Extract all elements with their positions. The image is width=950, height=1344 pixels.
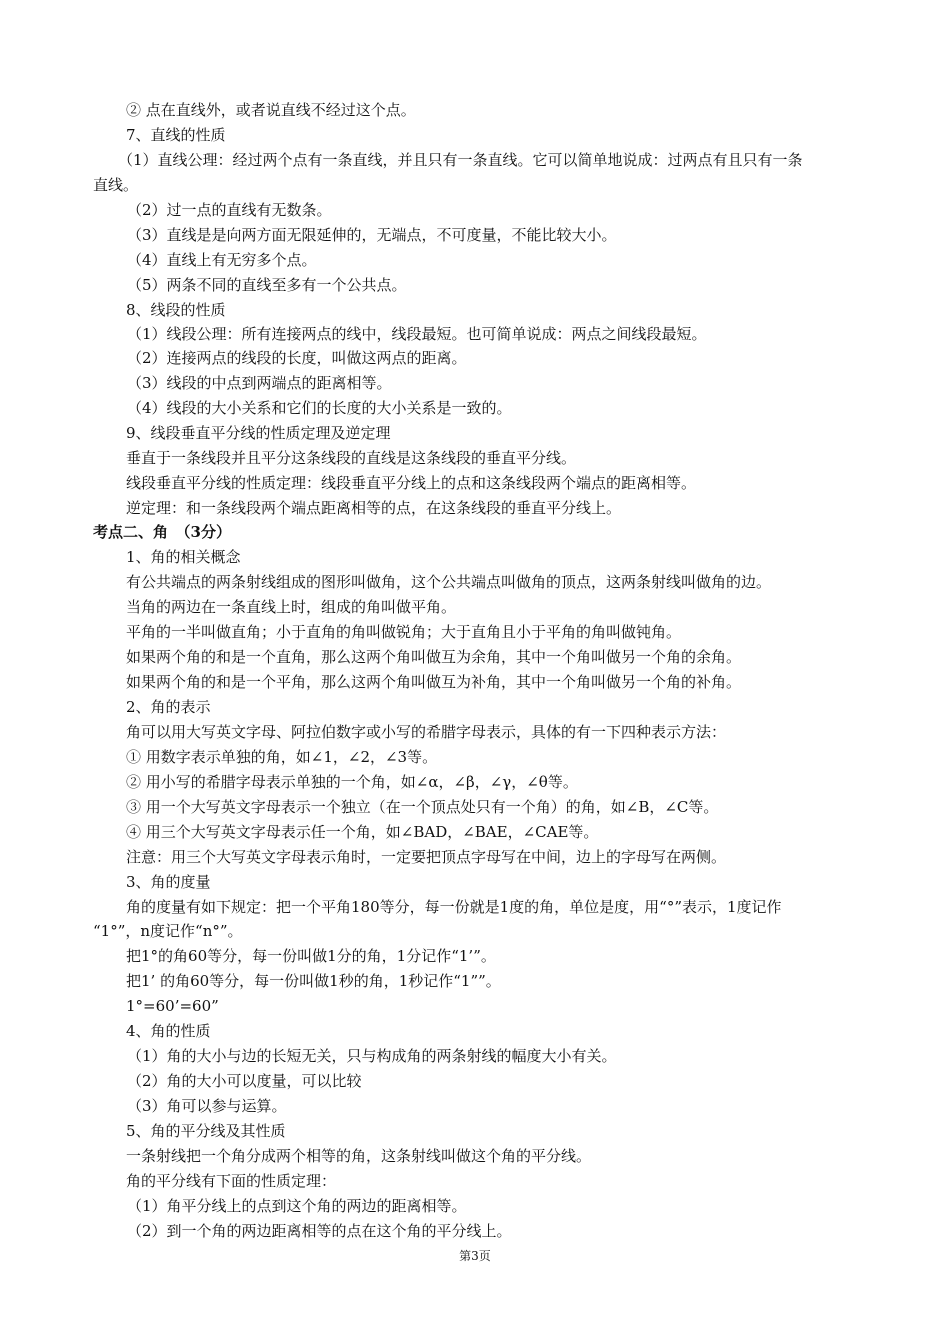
text-line: ② 用小写的希腊字母表示单独的一个角，如∠α，∠β，∠γ，∠θ等。 — [126, 773, 578, 791]
text-line: 如果两个角的和是一个直角，那么这两个角叫做互为余角，其中一个角叫做另一个角的余角。 — [126, 648, 742, 666]
text-line: （4）线段的大小关系和它们的长度的大小关系是一致的。 — [127, 399, 512, 417]
text-line: 角的度量有如下规定：把一个平角180等分，每一份就是1度的角，单位是度，用“°”表示，1度记作 — [126, 898, 782, 916]
text-line: （1）线段公理：所有连接两点的线中，线段最短。也可简单说成：两点之间线段最短。 — [127, 325, 707, 343]
text-line: 一条射线把一个角分成两个相等的角，这条射线叫做这个角的平分线。 — [126, 1147, 592, 1165]
text-line: 把1’ 的角60等分，每一份叫做1秒的角，1秒记作“1””。 — [126, 972, 501, 990]
text-line: （5）两条不同的直线至多有一个公共点。 — [127, 276, 407, 294]
text-line: 线段垂直平分线的性质定理：线段垂直平分线上的点和这条线段两个端点的距离相等。 — [126, 474, 697, 492]
text-line: ① 用数字表示单独的角，如∠1，∠2，∠3等。 — [126, 748, 438, 766]
chapter-heading: 考点二、角 （3分） — [93, 523, 231, 541]
text-line: （4）直线上有无穷多个点。 — [127, 251, 317, 269]
text-line: ② 点在直线外，或者说直线不经过这个点。 — [126, 101, 416, 119]
text-line: （1）角平分线上的点到这个角的两边的距离相等。 — [127, 1197, 467, 1215]
section-heading: 2、角的表示 — [126, 698, 211, 716]
text-line: （3）直线是是向两方面无限延伸的，无端点，不可度量，不能比较大小。 — [127, 226, 617, 244]
text-line: （1）角的大小与边的长短无关，只与构成角的两条射线的幅度大小有关。 — [127, 1047, 617, 1065]
text-line: 1°=60’=60” — [126, 997, 219, 1015]
text-line: （1）直线公理：经过两个点有一条直线，并且只有一条直线。它可以简单地说成：过两点有且只有一条 — [118, 151, 803, 169]
text-line: （2）过一点的直线有无数条。 — [127, 201, 332, 219]
section-heading: 7、直线的性质 — [126, 126, 226, 144]
section-heading: 8、线段的性质 — [126, 301, 226, 319]
text-line: （3）线段的中点到两端点的距离相等。 — [127, 374, 392, 392]
text-line: 有公共端点的两条射线组成的图形叫做角，这个公共端点叫做角的顶点，这两条射线叫做角的边。 — [126, 573, 772, 591]
section-heading: 4、角的性质 — [126, 1022, 211, 1040]
text-line: “1°”，n度记作“n°”。 — [93, 922, 243, 940]
section-heading: 9、线段垂直平分线的性质定理及逆定理 — [126, 424, 391, 442]
text-line: 垂直于一条线段并且平分这条线段的直线是这条线段的垂直平分线。 — [126, 449, 577, 467]
text-line: 逆定理：和一条线段两个端点距离相等的点，在这条线段的垂直平分线上。 — [126, 499, 622, 517]
text-line: 把1°的角60等分，每一份叫做1分的角，1分记作“1’”。 — [126, 947, 496, 965]
text-line: （2）到一个角的两边距离相等的点在这个角的平分线上。 — [127, 1222, 512, 1240]
text-line: （3）角可以参与运算。 — [127, 1097, 287, 1115]
text-line: 当角的两边在一条直线上时，组成的角叫做平角。 — [126, 598, 457, 616]
text-line: （2）连接两点的线段的长度，叫做这两点的距离。 — [127, 349, 467, 367]
text-line: 如果两个角的和是一个平角，那么这两个角叫做互为补角，其中一个角叫做另一个角的补角。 — [126, 673, 742, 691]
text-line: （2）角的大小可以度量，可以比较 — [127, 1072, 362, 1090]
page-number: 第3页 — [459, 1249, 491, 1263]
text-line: 直线。 — [93, 176, 139, 194]
section-heading: 5、角的平分线及其性质 — [126, 1122, 286, 1140]
text-line: ④ 用三个大写英文字母表示任一个角，如∠BAD，∠BAE，∠CAE等。 — [126, 823, 599, 841]
text-line: 角的平分线有下面的性质定理： — [126, 1172, 337, 1190]
text-line: 平角的一半叫做直角；小于直角的角叫做锐角；大于直角且小于平角的角叫做钝角。 — [126, 623, 682, 641]
section-heading: 3、角的度量 — [126, 873, 211, 891]
text-line: ③ 用一个大写英文字母表示一个独立（在一个顶点处只有一个角）的角，如∠B，∠C等。 — [126, 798, 719, 816]
text-line: 注意：用三个大写英文字母表示角时，一定要把顶点字母写在中间，边上的字母写在两侧。 — [126, 848, 727, 866]
text-line: 角可以用大写英文字母、阿拉伯数字或小写的希腊字母表示，具体的有一下四种表示方法： — [126, 723, 727, 741]
section-heading: 1、角的相关概念 — [126, 548, 241, 566]
